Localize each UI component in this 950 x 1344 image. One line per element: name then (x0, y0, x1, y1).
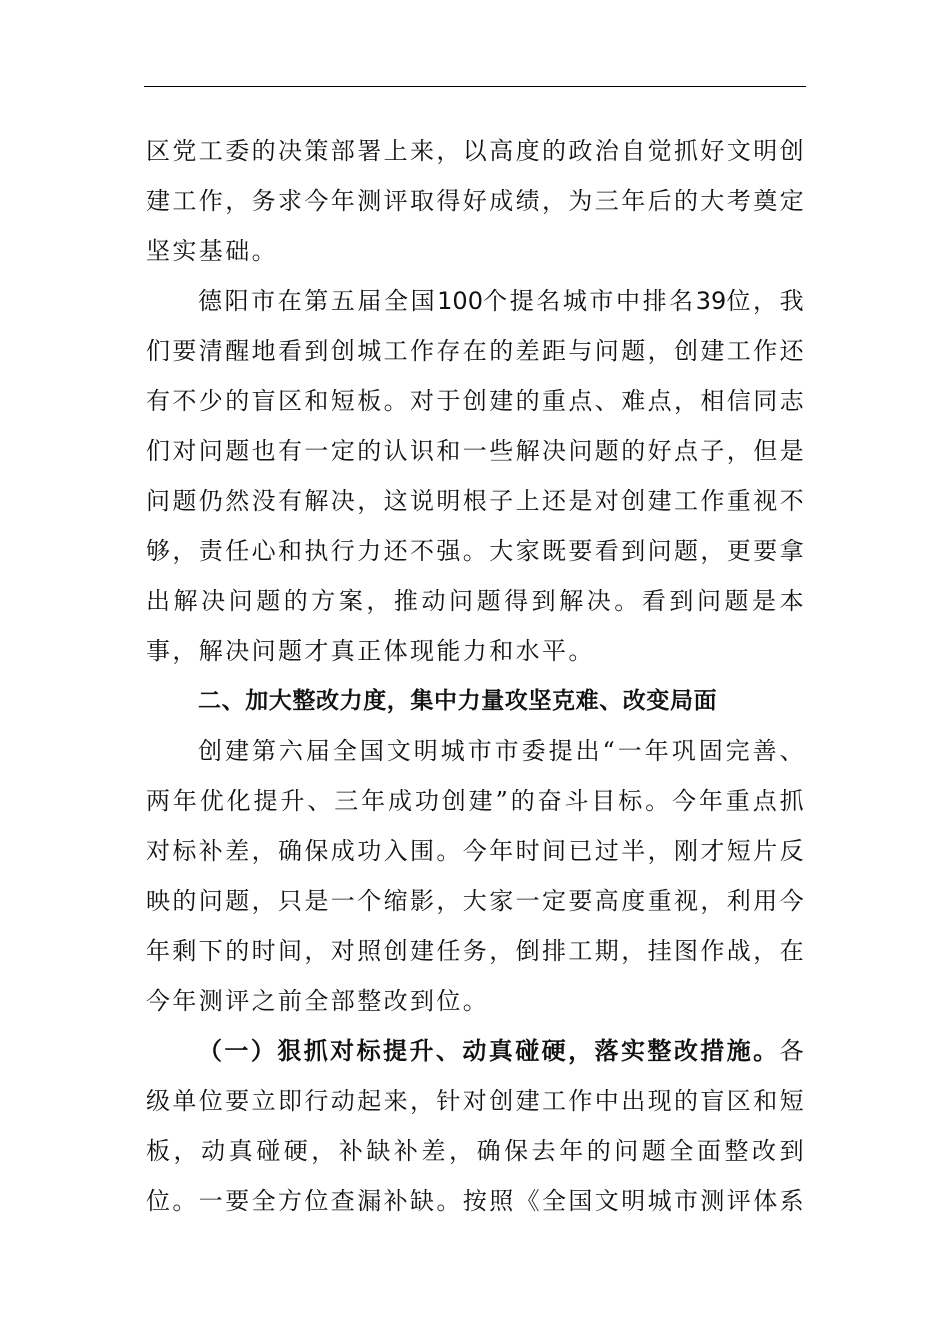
section-heading: 二、加大整改力度，集中力量攻坚克难、改变局面 (198, 688, 718, 714)
paragraph-ranking-text-a: 德阳市在第五届全国 (198, 287, 438, 315)
ranking-number: 39 (695, 287, 727, 315)
paragraph-ranking (146, 276, 806, 676)
paragraph-ranking-text-b: 个提名城市中排名 (482, 287, 696, 315)
header-rule (144, 86, 806, 87)
paragraph-rectification (146, 1026, 806, 1226)
paragraph-rectification-text: 各级单位要立即行动起来，针对创建工作中出现的盲区和短板，动真碰硬，补缺补差，确保去年的问题全面整改到位。一要全方位查漏补缺。按照《全国文明城市测评体系 (146, 1037, 806, 1215)
document-body (146, 126, 806, 1226)
paragraph-ranking-text-c: 位，我们要清醒地看到创城工作存在的差距与问题，创建工作还有不少的盲区和短板。对于创建的重点、难点，相信同志们对问题也有一定的认识和一些解决问题的好点子，但是问题仍然没有解决，这说明根子上还是对创建工作重视不够，责任心和执行力还不强。大家既要看到问题，更要拿出解决问题的方案，推动问题得到解决。看到问题是本事，解决问题才真正体现能力和水平。 (146, 287, 806, 665)
city-count-number: 100 (437, 287, 483, 315)
subsection-heading: （一）狠抓对标提升、动真碰硬，落实整改措施。 (198, 1036, 780, 1065)
paragraph-goals: 创建第六届全国文明城市市委提出“一年巩固完善、两年优化提升、三年成功创建”的奋斗目标。今年重点抓对标补差，确保成功入围。今年时间已过半，刚才短片反映的问题，只是一个缩影，大家一定要高度重视，利用今年剩下的时间，对照创建任务，倒排工期，挂图作战，在今年测评之前全部整改到位。 (146, 737, 806, 1015)
paragraph-continuation: 区党工委的决策部署上来，以高度的政治自觉抓好文明创建工作，务求今年测评取得好成绩，为三年后的大考奠定坚实基础。 (146, 137, 806, 265)
